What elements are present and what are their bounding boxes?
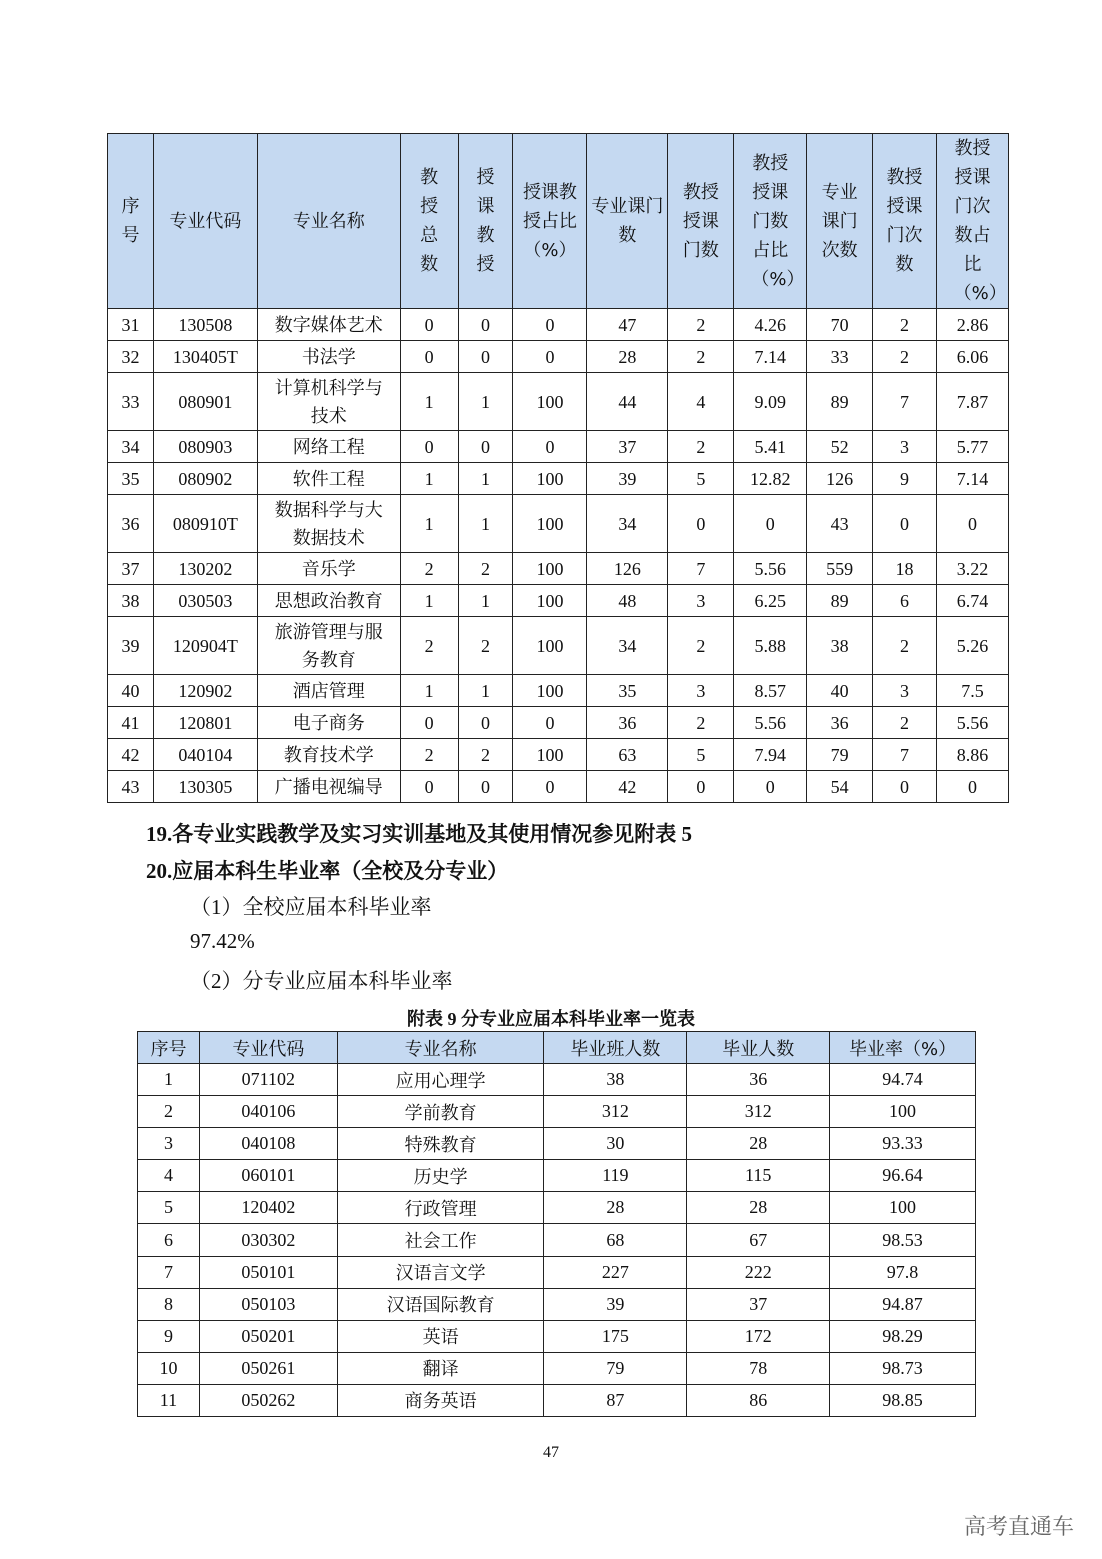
- subsection-2-title: （2）分专业应届本科毕业率: [190, 969, 453, 993]
- table-row: [138, 1288, 976, 1320]
- cell: 35: [587, 675, 668, 707]
- cell: 0: [513, 771, 587, 803]
- cell: 97.8: [830, 1256, 976, 1288]
- cell: 40: [807, 675, 873, 707]
- cell: 1: [400, 585, 458, 617]
- cell: 040108: [199, 1128, 337, 1160]
- col-header: 专业代码: [199, 1032, 337, 1064]
- cell: 1: [458, 495, 513, 553]
- cell: 39: [108, 617, 154, 675]
- cell: 080902: [153, 463, 257, 495]
- cell: 1: [400, 373, 458, 431]
- cell: 1: [458, 373, 513, 431]
- cell: 1: [400, 675, 458, 707]
- col-header: 教授授课门次数占比（%）: [937, 134, 1009, 309]
- cell: 6.74: [937, 585, 1009, 617]
- col-header: 序号: [108, 134, 154, 309]
- cell: 0: [734, 771, 807, 803]
- cell: 7.14: [937, 463, 1009, 495]
- cell: 28: [687, 1128, 830, 1160]
- cell: 100: [513, 585, 587, 617]
- cell: 9.09: [734, 373, 807, 431]
- cell: 67: [687, 1224, 830, 1256]
- cell: 52: [807, 431, 873, 463]
- cell: 93.33: [830, 1128, 976, 1160]
- cell: 9: [873, 463, 937, 495]
- cell: 080903: [153, 431, 257, 463]
- cell: 4.26: [734, 309, 807, 341]
- cell: 6: [138, 1224, 200, 1256]
- cell: 0: [513, 309, 587, 341]
- table-row: [108, 373, 1009, 431]
- cell: 120801: [153, 707, 257, 739]
- cell: 100: [513, 617, 587, 675]
- section-19-heading: 19.各专业实践教学及实习实训基地及其使用情况参见附表 5: [146, 822, 692, 846]
- cell: 英语: [337, 1320, 544, 1352]
- cell: 28: [687, 1192, 830, 1224]
- table-row: [138, 1160, 976, 1192]
- cell: 312: [544, 1096, 687, 1128]
- table-row: [138, 1224, 976, 1256]
- cell: 2: [400, 553, 458, 585]
- cell: 11: [138, 1384, 200, 1416]
- cell: 2: [873, 707, 937, 739]
- cell: 44: [587, 373, 668, 431]
- cell: 86: [687, 1384, 830, 1416]
- table-row: [108, 495, 1009, 553]
- cell: 社会工作: [337, 1224, 544, 1256]
- cell: 软件工程: [257, 463, 400, 495]
- table-row: [108, 617, 1009, 675]
- cell: 312: [687, 1096, 830, 1128]
- cell: 050262: [199, 1384, 337, 1416]
- cell: 172: [687, 1320, 830, 1352]
- cell: 130202: [153, 553, 257, 585]
- cell: 汉语言文学: [337, 1256, 544, 1288]
- cell: 7: [873, 373, 937, 431]
- cell: 8.86: [937, 739, 1009, 771]
- cell: 0: [458, 431, 513, 463]
- cell: 030503: [153, 585, 257, 617]
- cell: 071102: [199, 1064, 337, 1096]
- cell: 数据科学与大数据技术: [257, 495, 400, 553]
- table-row: [138, 1096, 976, 1128]
- table-row: [138, 1064, 976, 1096]
- subsection-1-title: （1）全校应届本科毕业率: [190, 895, 432, 919]
- cell: 2: [873, 617, 937, 675]
- table-caption: 附表 9 分专业应届本科毕业率一览表: [407, 1009, 695, 1029]
- cell: 050261: [199, 1352, 337, 1384]
- cell: 2: [458, 739, 513, 771]
- cell: 2: [138, 1096, 200, 1128]
- table-row: [108, 675, 1009, 707]
- cell: 119: [544, 1160, 687, 1192]
- cell: 35: [108, 463, 154, 495]
- cell: 30: [544, 1128, 687, 1160]
- cell: 0: [400, 309, 458, 341]
- cell: 36: [807, 707, 873, 739]
- cell: 0: [734, 495, 807, 553]
- col-header: 专业代码: [153, 134, 257, 309]
- cell: 28: [587, 341, 668, 373]
- cell: 96.64: [830, 1160, 976, 1192]
- table-row: [108, 431, 1009, 463]
- col-header: 教授总数: [400, 134, 458, 309]
- cell: 47: [587, 309, 668, 341]
- cell: 94.74: [830, 1064, 976, 1096]
- section-20-heading: 20.应届本科生毕业率（全校及分专业）: [146, 859, 509, 883]
- cell: 7.87: [937, 373, 1009, 431]
- cell: 2: [668, 341, 734, 373]
- table-row: [138, 1320, 976, 1352]
- cell: 4: [138, 1160, 200, 1192]
- cell: 040104: [153, 739, 257, 771]
- cell: 34: [587, 617, 668, 675]
- cell: 42: [108, 739, 154, 771]
- cell: 2: [668, 431, 734, 463]
- cell: 70: [807, 309, 873, 341]
- cell: 39: [587, 463, 668, 495]
- table-row: [108, 463, 1009, 495]
- cell: 特殊教育: [337, 1128, 544, 1160]
- cell: 79: [544, 1352, 687, 1384]
- watermark: 高考直通车: [963, 1515, 1074, 1540]
- page-number: 47: [543, 1444, 559, 1461]
- table-row: [108, 553, 1009, 585]
- cell: 3: [668, 675, 734, 707]
- col-header: 专业名称: [337, 1032, 544, 1064]
- cell: 0: [668, 495, 734, 553]
- table-row: [108, 707, 1009, 739]
- cell: 汉语国际教育: [337, 1288, 544, 1320]
- cell: 0: [400, 771, 458, 803]
- cell: 音乐学: [257, 553, 400, 585]
- cell: 48: [587, 585, 668, 617]
- table-row: [108, 739, 1009, 771]
- cell: 100: [513, 495, 587, 553]
- cell: 酒店管理: [257, 675, 400, 707]
- teaching-stats-table: [107, 133, 1009, 803]
- cell: 2: [873, 341, 937, 373]
- cell: 5.56: [734, 553, 807, 585]
- cell: 98.29: [830, 1320, 976, 1352]
- cell: 41: [108, 707, 154, 739]
- cell: 7: [668, 553, 734, 585]
- cell: 历史学: [337, 1160, 544, 1192]
- cell: 100: [513, 373, 587, 431]
- cell: 8: [138, 1288, 200, 1320]
- cell: 数字媒体艺术: [257, 309, 400, 341]
- cell: 63: [587, 739, 668, 771]
- cell: 080901: [153, 373, 257, 431]
- overall-graduation-rate: 97.42%: [190, 929, 255, 953]
- cell: 100: [830, 1192, 976, 1224]
- cell: 100: [513, 739, 587, 771]
- cell: 37: [108, 553, 154, 585]
- table-row: [138, 1128, 976, 1160]
- cell: 33: [108, 373, 154, 431]
- cell: 2: [400, 739, 458, 771]
- cell: 0: [937, 495, 1009, 553]
- cell: 10: [138, 1352, 200, 1384]
- cell: 0: [873, 495, 937, 553]
- cell: 126: [807, 463, 873, 495]
- cell: 2: [458, 553, 513, 585]
- cell: 1: [458, 675, 513, 707]
- cell: 87: [544, 1384, 687, 1416]
- cell: 0: [668, 771, 734, 803]
- cell: 6.25: [734, 585, 807, 617]
- cell: 7.14: [734, 341, 807, 373]
- cell: 98.85: [830, 1384, 976, 1416]
- cell: 0: [513, 707, 587, 739]
- cell: 行政管理: [337, 1192, 544, 1224]
- cell: 130305: [153, 771, 257, 803]
- col-header: 毕业人数: [687, 1032, 830, 1064]
- cell: 38: [544, 1064, 687, 1096]
- table-row: [108, 341, 1009, 373]
- cell: 32: [108, 341, 154, 373]
- table-header-row: [138, 1032, 976, 1064]
- cell: 0: [400, 341, 458, 373]
- cell: 34: [587, 495, 668, 553]
- cell: 38: [807, 617, 873, 675]
- table-row: [108, 585, 1009, 617]
- cell: 175: [544, 1320, 687, 1352]
- cell: 6: [873, 585, 937, 617]
- cell: 网络工程: [257, 431, 400, 463]
- cell: 130405T: [153, 341, 257, 373]
- cell: 89: [807, 585, 873, 617]
- cell: 080910T: [153, 495, 257, 553]
- cell: 34: [108, 431, 154, 463]
- cell: 89: [807, 373, 873, 431]
- table-row: [138, 1352, 976, 1384]
- cell: 559: [807, 553, 873, 585]
- col-header: 专业课门次数: [807, 134, 873, 309]
- cell: 36: [687, 1064, 830, 1096]
- cell: 0: [400, 431, 458, 463]
- cell: 126: [587, 553, 668, 585]
- table-header-row: [108, 134, 1009, 309]
- cell: 5.56: [734, 707, 807, 739]
- cell: 040106: [199, 1096, 337, 1128]
- cell: 43: [108, 771, 154, 803]
- cell: 商务英语: [337, 1384, 544, 1416]
- cell: 广播电视编导: [257, 771, 400, 803]
- cell: 5.56: [937, 707, 1009, 739]
- cell: 2: [668, 617, 734, 675]
- cell: 3: [668, 585, 734, 617]
- col-header: 教授授课门次数: [873, 134, 937, 309]
- cell: 115: [687, 1160, 830, 1192]
- cell: 8.57: [734, 675, 807, 707]
- cell: 050103: [199, 1288, 337, 1320]
- cell: 37: [587, 431, 668, 463]
- cell: 120904T: [153, 617, 257, 675]
- cell: 0: [458, 771, 513, 803]
- cell: 书法学: [257, 341, 400, 373]
- table-row: [108, 771, 1009, 803]
- cell: 5: [668, 739, 734, 771]
- cell: 7: [138, 1256, 200, 1288]
- cell: 0: [458, 707, 513, 739]
- cell: 9: [138, 1320, 200, 1352]
- cell: 2: [668, 707, 734, 739]
- cell: 5.88: [734, 617, 807, 675]
- cell: 36: [108, 495, 154, 553]
- cell: 1: [400, 463, 458, 495]
- cell: 电子商务: [257, 707, 400, 739]
- table-row: [138, 1384, 976, 1416]
- cell: 42: [587, 771, 668, 803]
- cell: 1: [138, 1064, 200, 1096]
- cell: 思想政治教育: [257, 585, 400, 617]
- cell: 2.86: [937, 309, 1009, 341]
- cell: 37: [687, 1288, 830, 1320]
- cell: 100: [513, 675, 587, 707]
- cell: 31: [108, 309, 154, 341]
- cell: 12.82: [734, 463, 807, 495]
- col-header: 教授授课门数: [668, 134, 734, 309]
- cell: 2: [873, 309, 937, 341]
- cell: 33: [807, 341, 873, 373]
- cell: 227: [544, 1256, 687, 1288]
- cell: 1: [458, 463, 513, 495]
- cell: 222: [687, 1256, 830, 1288]
- cell: 0: [937, 771, 1009, 803]
- cell: 学前教育: [337, 1096, 544, 1128]
- cell: 39: [544, 1288, 687, 1320]
- cell: 54: [807, 771, 873, 803]
- cell: 050101: [199, 1256, 337, 1288]
- cell: 7.5: [937, 675, 1009, 707]
- cell: 1: [458, 585, 513, 617]
- cell: 5: [138, 1192, 200, 1224]
- table-row: [138, 1192, 976, 1224]
- cell: 94.87: [830, 1288, 976, 1320]
- cell: 100: [513, 553, 587, 585]
- col-header: 专业名称: [257, 134, 400, 309]
- col-header: 授课教授占比（%）: [513, 134, 587, 309]
- cell: 2: [668, 309, 734, 341]
- cell: 3.22: [937, 553, 1009, 585]
- cell: 7.94: [734, 739, 807, 771]
- cell: 5.26: [937, 617, 1009, 675]
- cell: 030302: [199, 1224, 337, 1256]
- graduation-rate-table: [137, 1031, 976, 1417]
- cell: 36: [587, 707, 668, 739]
- cell: 5.77: [937, 431, 1009, 463]
- cell: 100: [513, 463, 587, 495]
- cell: 68: [544, 1224, 687, 1256]
- cell: 43: [807, 495, 873, 553]
- col-header: 序号: [138, 1032, 200, 1064]
- cell: 060101: [199, 1160, 337, 1192]
- cell: 98.73: [830, 1352, 976, 1384]
- cell: 4: [668, 373, 734, 431]
- cell: 2: [458, 617, 513, 675]
- col-header: 毕业班人数: [544, 1032, 687, 1064]
- cell: 0: [458, 309, 513, 341]
- cell: 0: [400, 707, 458, 739]
- cell: 3: [138, 1128, 200, 1160]
- cell: 翻译: [337, 1352, 544, 1384]
- cell: 38: [108, 585, 154, 617]
- cell: 98.53: [830, 1224, 976, 1256]
- col-header: 教授授课门数占比（%）: [734, 134, 807, 309]
- cell: 5: [668, 463, 734, 495]
- cell: 78: [687, 1352, 830, 1384]
- cell: 120402: [199, 1192, 337, 1224]
- cell: 40: [108, 675, 154, 707]
- cell: 18: [873, 553, 937, 585]
- cell: 28: [544, 1192, 687, 1224]
- cell: 0: [873, 771, 937, 803]
- cell: 0: [513, 431, 587, 463]
- col-header: 专业课门数: [587, 134, 668, 309]
- cell: 计算机科学与技术: [257, 373, 400, 431]
- cell: 3: [873, 675, 937, 707]
- cell: 教育技术学: [257, 739, 400, 771]
- table-row: [108, 309, 1009, 341]
- cell: 应用心理学: [337, 1064, 544, 1096]
- cell: 1: [400, 495, 458, 553]
- cell: 79: [807, 739, 873, 771]
- cell: 3: [873, 431, 937, 463]
- col-header: 毕业率（%）: [830, 1032, 976, 1064]
- cell: 5.41: [734, 431, 807, 463]
- cell: 050201: [199, 1320, 337, 1352]
- cell: 6.06: [937, 341, 1009, 373]
- col-header: 授课教授: [458, 134, 513, 309]
- cell: 0: [513, 341, 587, 373]
- cell: 120902: [153, 675, 257, 707]
- cell: 130508: [153, 309, 257, 341]
- cell: 7: [873, 739, 937, 771]
- table-row: [138, 1256, 976, 1288]
- cell: 旅游管理与服务教育: [257, 617, 400, 675]
- cell: 2: [400, 617, 458, 675]
- cell: 100: [830, 1096, 976, 1128]
- cell: 0: [458, 341, 513, 373]
